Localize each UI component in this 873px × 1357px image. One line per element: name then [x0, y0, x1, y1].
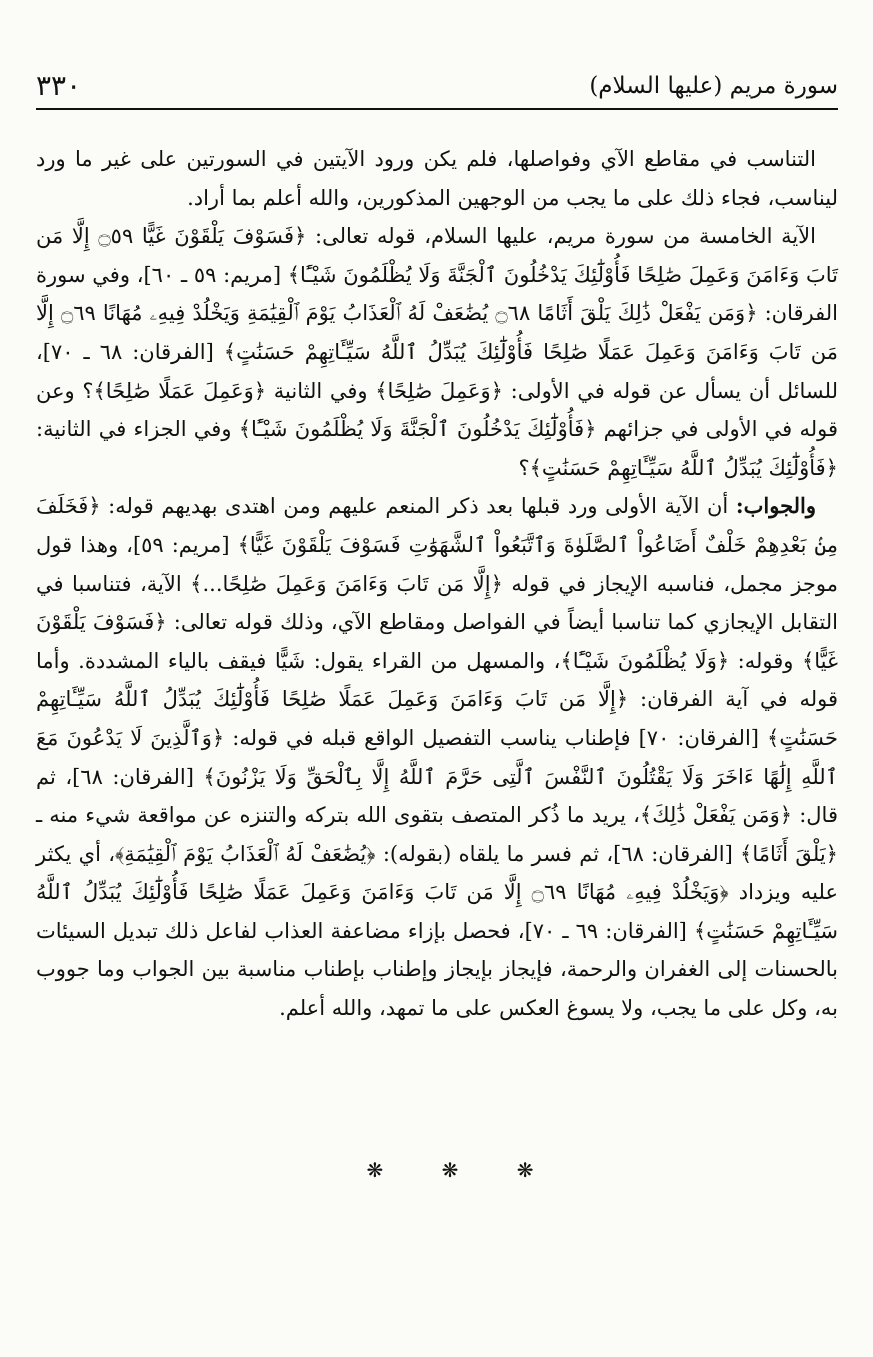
paragraph-2-text: الآية الخامسة من سورة مريم، عليها السلام، قوله تعالى: ﴿فَسَوْفَ يَلْقَوْنَ غَيًّا ۝٥٩ إِلَّا مَن تَابَ وَءَامَنَ وَعَمِلَ صَٰلِحًا فَأُوْلَٰٓئِكَ يَدْخُلُونَ ٱلْجَنَّةَ وَلَا يُظْلَمُونَ شَيْـًٔا﴾ [مريم: ٥٩ ـ ٦٠]، وفي سورة الفرقان: ﴿وَمَن يَفْعَلْ ذَٰلِكَ يَلْقَ أَثَامًا ۝٦٨ يُضَٰعَفْ لَهُ ٱلْعَذَابُ يَوْمَ ٱلْقِيَٰمَةِ وَيَخْلُدْ فِيهِۦ مُهَانًا ۝٦٩ إِلَّا مَن تَابَ وَءَامَنَ وَعَمِلَ عَمَلًا صَٰلِحًا فَأُوْلَٰٓئِكَ يُبَدِّلُ ٱللَّهُ سَيِّـَٔاتِهِمْ حَسَنَٰتٍ﴾ [الفرقان: ٦٨ ـ ٧٠]، للسائل أن يسأل عن قوله في الأولى: ﴿وَعَمِلَ صَٰلِحًا﴾ وفي الثانية ﴿وَعَمِلَ عَمَلًا صَٰلِحًا﴾؟ وعن قوله في الأولى في جزائهم ﴿فَأُوْلَٰٓئِكَ يَدْخُلُونَ ٱلْجَنَّةَ وَلَا يُظْلَمُونَ شَيْـًٔا﴾ وفي الجزاء في الثانية: ﴿فَأُوْلَٰٓئِكَ يُبَدِّلُ ٱللَّهُ سَيِّـَٔاتِهِمْ حَسَنَٰتٍ﴾؟ — [36, 224, 838, 480]
paragraph-1 — [36, 140, 838, 217]
section-separator: ❋ ❋ ❋ — [366, 1158, 560, 1182]
running-title: سورة مريم (عليها السلام) — [589, 73, 838, 99]
body-text — [36, 140, 838, 1028]
page-header — [36, 58, 838, 108]
header-rule — [36, 108, 838, 110]
answer-lead: والجواب: — [735, 493, 816, 519]
paragraph-3-text: أن الآية الأولى ورد قبلها بعد ذكر المنعم عليهم ومن اهتدى بهديهم قوله: ﴿فَخَلَفَ مِنۢ بَعْدِهِمْ خَلْفٌ أَضَاعُواْ ٱلصَّلَوٰةَ وَٱتَّبَعُواْ ٱلشَّهَوَٰتِ فَسَوْفَ يَلْقَوْنَ غَيًّا﴾ [مريم: ٥٩]، وهذا قول موجز مجمل، فناسبه الإيجاز في قوله ﴿إِلَّا مَن تَابَ وَءَامَنَ وَعَمِلَ صَٰلِحًا...﴾ الآية، فتناسبا في التقابل الإيجازي كما تناسبا أيضاً في الفواصل ومقاطع الآي، وذلك قوله تعالى: ﴿فَسَوْفَ يَلْقَوْنَ غَيًّا﴾ وقوله: ﴿وَلَا يُظْلَمُونَ شَيْـًٔا﴾، والمسهل من القراء يقول: شَيًّا فيقف بالياء المشددة. وأما قوله في آية الفرقان: ﴿إِلَّا مَن تَابَ وَءَامَنَ وَعَمِلَ عَمَلًا صَٰلِحًا فَأُوْلَٰٓئِكَ يُبَدِّلُ ٱللَّهُ سَيِّـَٔاتِهِمْ حَسَنَٰتٍ﴾ [الفرقان: ٧٠] فإطناب يناسب التفصيل الواقع قبله في قوله: ﴿وَٱلَّذِينَ لَا يَدْعُونَ مَعَ ٱللَّهِ إِلَٰهًا ءَاخَرَ وَلَا يَقْتُلُونَ ٱلنَّفْسَ ٱلَّتِى حَرَّمَ ٱللَّهُ إِلَّا بِٱلْحَقِّ وَلَا يَزْنُونَ﴾ [الفرقان: ٦٨]، ثم قال: ﴿وَمَن يَفْعَلْ ذَٰلِكَ﴾، يريد ما ذُكر المتصف بتقوى الله بتركه والتنزه عن مواقعة شيء منه ـ ﴿يَلْقَ أَثَامًا﴾ [الفرقان: ٦٨]، ثم فسر ما يلقاه (بقوله): ﴿يُضَٰعَفْ لَهُ ٱلْعَذَابُ يَوْمَ ٱلْقِيَٰمَةِ﴾، أي يكثر عليه ويزداد ﴿وَيَخْلُدْ فِيهِۦ مُهَانًا ۝٦٩ إِلَّا مَن تَابَ وَءَامَنَ وَعَمِلَ عَمَلًا صَٰلِحًا فَأُوْلَٰٓئِكَ يُبَدِّلُ ٱللَّهُ سَيِّـَٔاتِهِمْ حَسَنَٰتٍ﴾ [الفرقان: ٦٩ ـ ٧٠]، فحصل بإزاء مضاعفة العذاب لفاعل ذلك تبديل السيئات بالحسنات إلى الغفران والرحمة، فإيجاز بإيجاز وإطناب بإطناب مناسبة بين الجواب وما جووب به، وكل على ما يجب، ولا يسوغ العكس على ما تمهد، والله أعلم. — [36, 494, 839, 1021]
paragraph-3 — [36, 487, 838, 1027]
paragraph-1-text: التناسب في مقاطع الآي وفواصلها، فلم يكن ورود الآيتين في السورتين على غير ما ورد ليناسب، فجاء ذلك على ما يجب من الوجهين المذكورين، والله أعلم بما أراد. — [36, 147, 838, 210]
paragraph-2 — [36, 217, 838, 487]
page-number: ٣٣٠ — [36, 69, 82, 102]
